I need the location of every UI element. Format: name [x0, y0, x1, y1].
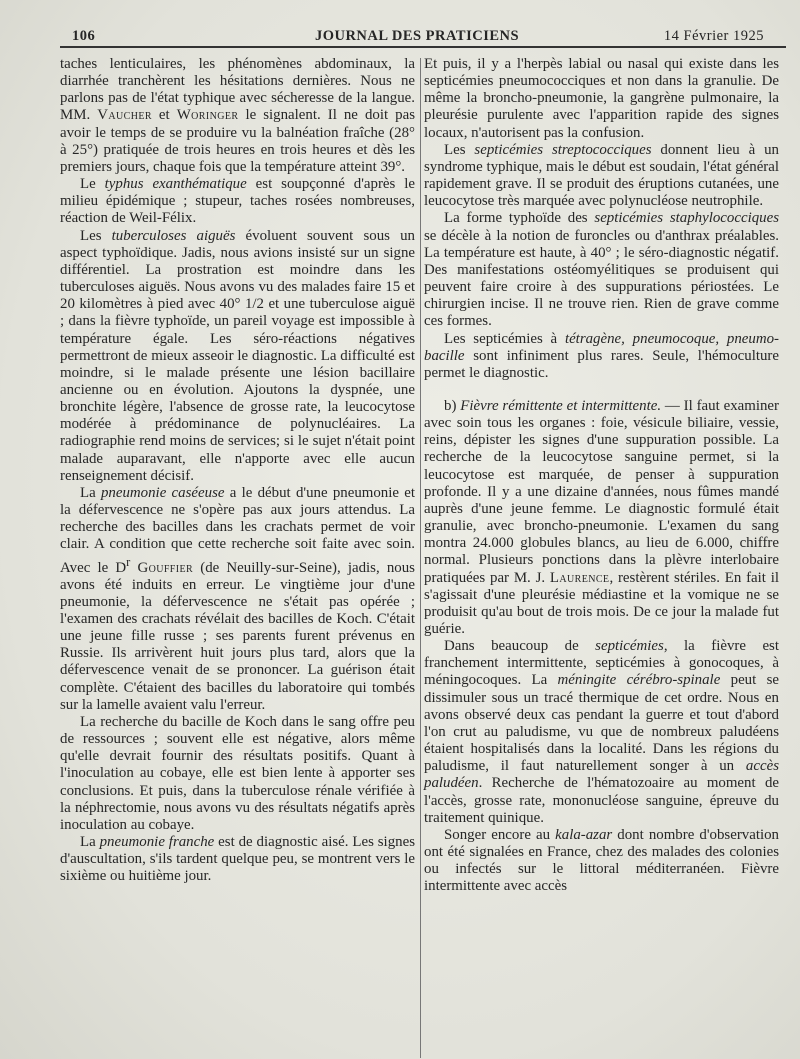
- italic-term: accès paludéen: [424, 758, 779, 792]
- italic-term: tétragène, pneumocoque, pneumo-bacille: [424, 330, 779, 364]
- paragraph: La forme typhoïde des septicémies staphylococciques se décèle à la notion de furoncles ou d'anthrax préalables. La température est haute, à 40° ; le séro-diagnostic négatif. Des manifestations ostéomyélitiques se produisent qui peuvent faire croire à des suppurations périostées. Le chirurgien incise. Il ne trouve rien. Rien de grave comme ces formes.: [424, 210, 780, 330]
- paragraph: Le typhus exanthématique est soupçonné d'après le milieu épidémique ; stupeur, taches rosées nombreuses, réaction de Weil-Félix.: [60, 176, 415, 227]
- paragraph: La pneumonie caséeuse a le début d'une pneumonie et la défervescence ne s'opère pas aux jours attendus. La recherche des bacilles dans les crachats permet de voir clair. A condition que cette recherche soit faite avec soin. Avec le $D^r$ Gouffier (de Neuilly-sur-Seine), jadis, nous avons été induits en erreur. Le vingtième jour d'une pneumonie, la défervescence ne s'était pas opérée ; l'examen des crachats révélait des bacilles de Koch. C'était une jeune fille russe ; ses parents furent prévenus en Russie. Ils arrivèrent huit jours plus tard, alors que la défervescence venait de se prononcer. La guérison était complète. C'étaient des bacilles du laboratoire qui tombés sur la lamelle avaient valu l'erreur.: [60, 484, 415, 713]
- page-header: [70, 22, 764, 46]
- italic-term: kala-azar: [555, 826, 613, 843]
- paragraph: Les tuberculoses aiguës évoluent souvent sous un aspect typhoïdique. Jadis, nous avions insisté sur un signe différentiel. La prostration est moindre dans les tuberculoses aiguës. Nous avons vu des malades faire 15 et 20 kilomètres à pied avec 40° 1/2 et une tuberculose aiguë ; dans la fièvre typhoïde, un pareil voyage est impossible à température égale. Les séro-réactions négatives permettront de mieux asseoir le diagnostic. La difficulté est moindre, si le malade présente une lésion bacillaire ancienne ou en évolution. Ajoutons la dyspnée, une bronchite légère, l'absence de grosse rate, la leucocytose modérée à prédominance de polynucléaires. La radiographie rend moins de services; si le sujet n'était point malade auparavant, elle n'apporte avec elle aucun renseignement décisif.: [60, 227, 415, 484]
- italic-term: septicémies staphylococciques: [594, 210, 780, 227]
- author-name: Laurence: [549, 569, 610, 586]
- paragraph: Et puis, il y a l'herpès labial ou nasal qui existe dans les septicémies pneumococciques et non dans la granulie. De même la broncho-pneumonie, la gangrène pulmonaire, la pleurésie purulente avec l'apparition rapide des signes locaux, n'autorisent pas la confusion.: [424, 56, 779, 141]
- paragraph: La recherche du bacille de Koch dans le sang offre peu de ressources ; souvent elle est négative, alors même qu'elle devrait fournir des résultats positifs. Quant à l'inoculation au cobaye, elle est bien lente à apporter ses conclusions. Et puis, dans la tuberculose rénale vérifiée à la néphrectomie, nous avons vu des résultats négatifs après inoculation au cobaye.: [60, 713, 415, 833]
- page-number: 106: [72, 28, 96, 44]
- paragraph: Songer encore au kala-azar dont nombre d'observation ont été signalées en France, chez des malades des colonies ou infectés sur le littoral méditerranéen. Fièvre intermittente avec accès: [424, 826, 779, 895]
- column-divider: [420, 58, 421, 1058]
- paragraph: Les septicémies streptococciques donnent lieu à un syndrome typhique, mais le début est soudain, l'état général rapidement grave. Il se produit des éruptions cutanées, une leucocytose très marquée avec polynucléose neutrophile.: [424, 141, 780, 210]
- right-column: [424, 56, 779, 896]
- italic-term: tuberculoses aiguës: [111, 227, 236, 244]
- paragraph: La pneumonie franche est de diagnostic aisé. Les signes d'auscultation, s'ils tardent quelque peu, se montrent vers le sixième ou huitième jour.: [60, 834, 415, 885]
- section-paragraph: b) Fièvre rémittente et intermittente. — Il faut examiner avec soin tous les organes : foie, vésicule biliaire, vessie, reins, dépister les signes d'une suppuration possible. La recherche de la leucocytose sanguine permet, si la leucocytose est marquée, de penser à suppuration profonde. Il y a une dizaine d'années, nous fûmes mandé auprès d'une jeune femme. Le diagnostic formulé était granulie, avec broncho-pneumonie. L'examen du sang montra 24.000 globules blancs, au lieu de 6.000, chiffre normal. Plusieurs ponctions dans la plèvre interlobaire pratiquées par M. J. Laurence, restèrent stériles. En fait il s'agissait d'une pleurésie médiastine et la vomique ne se produisit qu'au bout de trois mois. De ce jour la malade fut guérie.: [424, 397, 779, 637]
- paragraph: taches lenticulaires, les phénomènes abdominaux, la diarrhée tranchèrent les hésitations dernières. Nous ne parlons pas de l'état typhique avec sécheresse de la langue. MM. Vaucher et Woringer le signalent. Il ne doit pas avoir le temps de se produire vu la balnéation fraîche (28° à 25°) pratiquée de trois heures en trois heures et dès les premiers jours, chaque fois que la température atteint 39°.: [60, 56, 415, 175]
- journal-title: JOURNAL DES PRATICIENS: [314, 28, 520, 44]
- paragraph: Dans beaucoup de septicémies, la fièvre est franchement intermittente, septicémies à gonocoques, à méningocoques. La méningite cérébro-spinale peut se dissimuler sous un tracé thermique de cet ordre. Nous en avons observé deux cas pendant la guerre et tout d'abord l'on crut au paludisme, vu que de nombreux paludéens étaient hospitalisés dans la localité. Dans les régions du paludisme, il faut naturellement songer à un accès paludéen. Recherche de l'hématozoaire au moment de l'accès, grosse rate, mononucléose sanguine, épreuve du traitement quinique.: [424, 638, 779, 826]
- author-name: Vaucher: [97, 107, 152, 124]
- italic-term: septicémies streptococciques: [474, 141, 652, 158]
- paragraph: Les septicémies à tétragène, pneumocoque, pneumo-bacille sont infiniment plus rares. Seule, l'hémoculture permet le diagnostic.: [424, 330, 779, 381]
- left-column: [60, 56, 415, 885]
- italic-term: septicémies: [595, 638, 664, 655]
- issue-date: 14 Février 1925: [663, 28, 764, 44]
- author-name: Woringer: [176, 107, 239, 124]
- italic-term: typhus exanthématique: [104, 176, 247, 193]
- header-rule: [60, 46, 786, 48]
- section-heading: Fièvre rémittente et intermittente.: [460, 397, 662, 414]
- author-name: Gouffier: [137, 559, 194, 576]
- italic-term: méningite cérébro-spinale: [557, 672, 721, 689]
- italic-term: pneumonie caséeuse: [100, 484, 225, 501]
- italic-term: pneumonie franche: [99, 834, 215, 850]
